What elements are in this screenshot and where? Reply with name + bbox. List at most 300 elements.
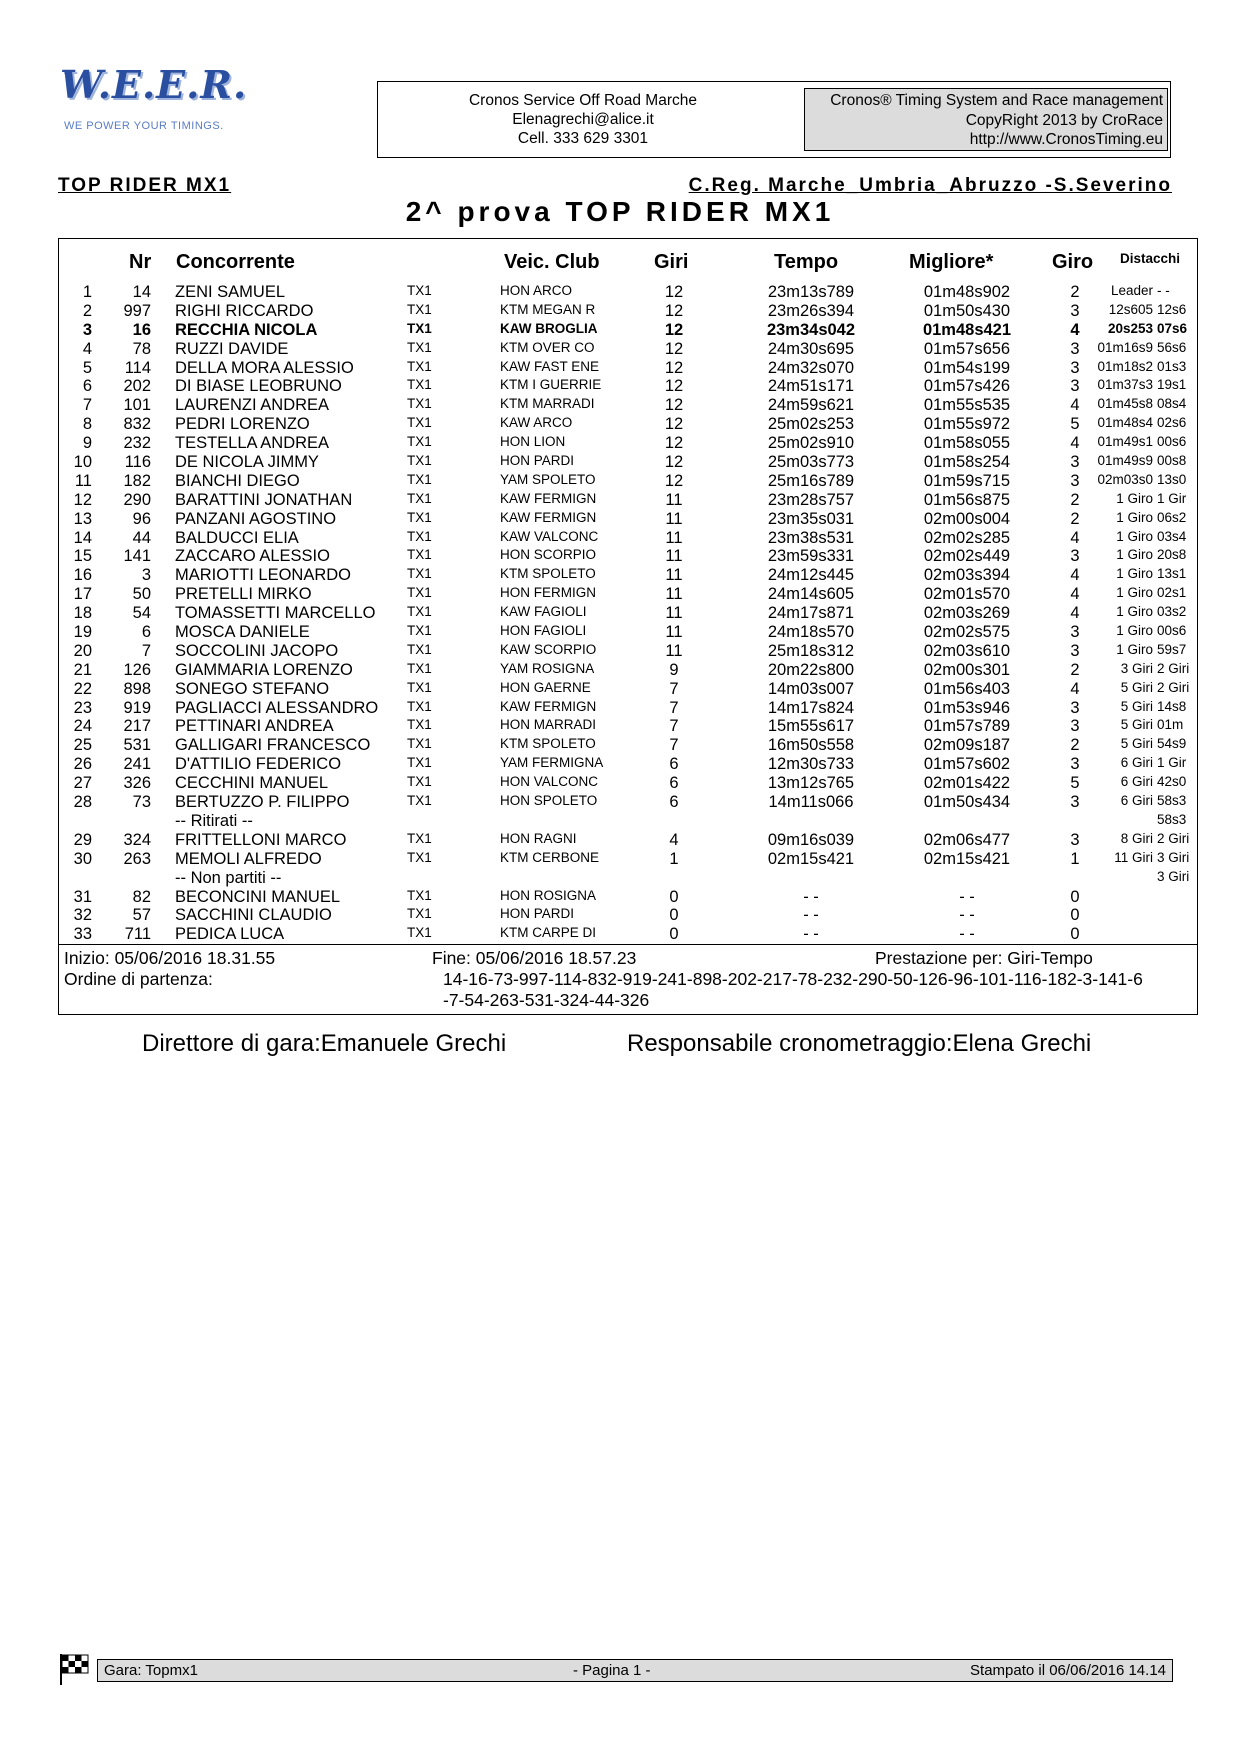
cell-category: TX1 bbox=[407, 623, 432, 639]
ranking-mode: Prestazione per: Giri-Tempo bbox=[875, 948, 1093, 968]
result-row bbox=[59, 510, 1198, 529]
cell-gap-leader: 01m45s8 bbox=[1097, 396, 1153, 412]
result-row bbox=[59, 774, 1198, 793]
result-row bbox=[59, 736, 1198, 755]
cell-laps: 11 bbox=[665, 566, 683, 585]
section-label-row bbox=[59, 812, 1198, 831]
cell-best-lap-number: 0 bbox=[1070, 887, 1080, 906]
cell-total-time: 24m30s695 bbox=[767, 339, 855, 358]
cell-race-number: 126 bbox=[123, 660, 151, 679]
cell-vehicle-club: HON PARDI bbox=[500, 453, 575, 469]
cell-laps: 7 bbox=[669, 736, 679, 755]
cell-total-time: 24m18s570 bbox=[767, 623, 855, 642]
cell-position: 7 bbox=[82, 396, 92, 415]
logo-tagline: WE POWER YOUR TIMINGS. bbox=[64, 120, 224, 132]
cell-total-time: 14m03s007 bbox=[767, 679, 855, 698]
cell-vehicle-club: KTM MARRADI bbox=[500, 396, 595, 412]
cell-gap-leader: 01m18s2 bbox=[1097, 358, 1153, 374]
cell-rider-name: BARATTINI JONATHAN bbox=[175, 490, 353, 509]
cell-best-lap-time: - - bbox=[959, 925, 975, 944]
cell-category: TX1 bbox=[407, 358, 432, 374]
result-row bbox=[59, 850, 1198, 869]
cell-best-lap-time: 01m57s426 bbox=[923, 377, 1011, 396]
cell-race-number: 217 bbox=[123, 717, 151, 736]
cell-best-lap-time: 01m56s403 bbox=[923, 679, 1011, 698]
cell-vehicle-club: KTM I GUERRIE bbox=[500, 377, 602, 393]
cell-gap-leader: 1 Giro bbox=[1116, 490, 1153, 506]
cell-laps: 11 bbox=[665, 641, 683, 660]
result-row bbox=[59, 604, 1198, 623]
cell-gap-previous: 2 Giri bbox=[1157, 830, 1190, 846]
cell-position: 31 bbox=[73, 887, 92, 906]
cell-total-time: 25m03s773 bbox=[767, 453, 855, 472]
cell-vehicle-club: YAM SPOLETO bbox=[500, 471, 596, 487]
cell-laps: 1 bbox=[669, 849, 679, 868]
cell-best-lap-time: 02m15s421 bbox=[923, 849, 1011, 868]
cell-category: TX1 bbox=[407, 490, 432, 506]
cell-best-lap-time: 01m55s972 bbox=[923, 415, 1011, 434]
cell-vehicle-club: KAW FERMIGN bbox=[500, 509, 597, 525]
cell-vehicle-club: KTM SPOLETO bbox=[500, 736, 596, 752]
cell-category: TX1 bbox=[407, 774, 432, 790]
cell-gap-leader: 1 Giro bbox=[1116, 585, 1153, 601]
cell-laps: 12 bbox=[664, 339, 684, 358]
cell-rider-name: PAGLIACCI ALESSANDRO bbox=[175, 698, 379, 717]
cell-laps: 12 bbox=[664, 320, 684, 339]
cell-gap-previous: 00s6 bbox=[1157, 623, 1187, 639]
cell-rider-name: SOCCOLINI JACOPO bbox=[175, 641, 339, 660]
cell-gap-leader: 1 Giro bbox=[1116, 604, 1153, 620]
col-header-best: Migliore* bbox=[909, 251, 994, 273]
section-label-row bbox=[59, 869, 1198, 888]
cell-best-lap-number: 0 bbox=[1070, 906, 1080, 925]
cell-position: 5 bbox=[82, 358, 92, 377]
cell-gap-leader: 1 Giro bbox=[1116, 623, 1153, 639]
cell-gap-previous: 19s1 bbox=[1157, 377, 1187, 393]
cell-category: TX1 bbox=[407, 849, 432, 865]
cell-best-lap-number: 4 bbox=[1070, 320, 1080, 339]
cell-best-lap-time: 02m03s394 bbox=[923, 566, 1011, 585]
cell-position: 22 bbox=[73, 679, 92, 698]
cell-category: TX1 bbox=[407, 320, 432, 336]
cell-race-number: 7 bbox=[141, 641, 151, 660]
cell-laps: 12 bbox=[664, 453, 684, 472]
organizer-info bbox=[378, 91, 788, 148]
cell-race-number: 3 bbox=[141, 566, 151, 585]
cell-category: TX1 bbox=[407, 301, 432, 317]
cell-position: 20 bbox=[73, 641, 92, 660]
cell-total-time: - - bbox=[803, 887, 819, 906]
cell-category: TX1 bbox=[407, 755, 432, 771]
cell-total-time: 15m55s617 bbox=[767, 717, 855, 736]
cell-best-lap-time: 01m57s656 bbox=[923, 339, 1011, 358]
result-row bbox=[59, 585, 1198, 604]
cell-position: 21 bbox=[73, 660, 92, 679]
cell-vehicle-club: KAW BROGLIA bbox=[500, 320, 598, 336]
result-row bbox=[59, 283, 1198, 302]
cell-gap-previous: 06s2 bbox=[1157, 509, 1187, 525]
result-row bbox=[59, 302, 1198, 321]
cell-vehicle-club: HON FAGIOLI bbox=[500, 623, 587, 639]
cell-category: TX1 bbox=[407, 793, 432, 809]
cell-rider-name: PRETELLI MIRKO bbox=[175, 585, 312, 604]
cell-rider-name: SACCHINI CLAUDIO bbox=[175, 906, 332, 925]
cell-vehicle-club: HON SPOLETO bbox=[500, 793, 598, 809]
footer-print-date: Stampato il 06/06/2016 14.14 bbox=[970, 1662, 1166, 1679]
cell-category: TX1 bbox=[407, 434, 432, 450]
cell-best-lap-time: 02m02s449 bbox=[923, 547, 1011, 566]
cell-rider-name: PEDICA LUCA bbox=[175, 925, 285, 944]
cell-gap-leader: 5 Giri bbox=[1120, 717, 1153, 733]
results-table bbox=[58, 238, 1198, 1015]
cell-gap-previous: 03s2 bbox=[1157, 604, 1187, 620]
cell-gap-previous: 2 Giri bbox=[1157, 660, 1190, 676]
cell-gap-previous: 03s4 bbox=[1157, 528, 1187, 544]
result-row bbox=[59, 547, 1198, 566]
cell-best-lap-number: 3 bbox=[1070, 358, 1080, 377]
cell-best-lap-number: 3 bbox=[1070, 698, 1080, 717]
cell-gap-previous: - - bbox=[1157, 283, 1170, 298]
cell-gap-leader: 6 Giri bbox=[1120, 793, 1153, 809]
checkered-flag-icon bbox=[58, 1652, 90, 1686]
cell-position: 18 bbox=[73, 604, 92, 623]
cell-gap-previous: 3 Giri bbox=[1157, 868, 1190, 884]
result-row bbox=[59, 680, 1198, 699]
cell-vehicle-club: KTM OVER CO bbox=[500, 339, 595, 355]
cell-category: TX1 bbox=[407, 830, 432, 846]
cell-race-number: 14 bbox=[132, 283, 151, 301]
start-order-label: Ordine di partenza: bbox=[64, 969, 213, 989]
cell-gap-leader: 1 Giro bbox=[1116, 509, 1153, 525]
cell-total-time: 25m02s253 bbox=[767, 415, 855, 434]
cell-gap-previous: 59s7 bbox=[1157, 641, 1187, 657]
cell-rider-name: MOSCA DANIELE bbox=[175, 623, 310, 642]
cell-position: 10 bbox=[73, 453, 92, 472]
race-director: Direttore di gara:Emanuele Grechi bbox=[142, 1030, 507, 1057]
timing-info bbox=[804, 88, 1168, 151]
cell-gap-leader: 3 Giri bbox=[1120, 660, 1153, 676]
cell-vehicle-club: HON LION bbox=[500, 434, 566, 450]
cell-vehicle-club: KAW VALCONC bbox=[500, 528, 599, 544]
cell-gap-previous: 01s3 bbox=[1157, 358, 1187, 374]
cell-gap-previous: 42s0 bbox=[1157, 774, 1187, 790]
cell-gap-previous: 13s1 bbox=[1157, 566, 1187, 582]
cell-laps: 11 bbox=[665, 528, 683, 547]
cell-total-time: 24m17s871 bbox=[767, 604, 855, 623]
cell-vehicle-club: KTM MEGAN R bbox=[500, 301, 596, 317]
cell-gap-previous: 3 Giri bbox=[1157, 849, 1190, 865]
cell-laps: 9 bbox=[669, 660, 679, 679]
cell-best-lap-time: 02m02s285 bbox=[923, 528, 1011, 547]
cell-laps: 7 bbox=[669, 679, 679, 698]
cell-rider-name: RECCHIA NICOLA bbox=[175, 320, 318, 339]
race-end: Fine: 05/06/2016 18.57.23 bbox=[432, 948, 637, 968]
cell-total-time: 25m16s789 bbox=[767, 471, 855, 490]
cell-best-lap-time: 01m54s199 bbox=[923, 358, 1011, 377]
cell-laps: 0 bbox=[669, 925, 679, 944]
cell-position: 2 bbox=[82, 301, 92, 320]
cell-best-lap-number: 3 bbox=[1070, 377, 1080, 396]
cell-position: 23 bbox=[73, 698, 92, 717]
organizer-email: Elenagrechi@alice.it bbox=[512, 111, 654, 128]
cell-laps: 12 bbox=[664, 471, 684, 490]
cell-vehicle-club: KAW SCORPIO bbox=[500, 641, 597, 657]
cell-category: TX1 bbox=[407, 283, 432, 298]
cell-gap-leader: 01m49s1 bbox=[1097, 434, 1153, 450]
cell-laps: 12 bbox=[664, 358, 684, 377]
cell-best-lap-time: 01m58s055 bbox=[923, 434, 1011, 453]
cell-position: 17 bbox=[73, 585, 92, 604]
cell-race-number: 241 bbox=[123, 755, 151, 774]
cell-position: 16 bbox=[73, 566, 92, 585]
cell-rider-name: PANZANI AGOSTINO bbox=[175, 509, 337, 528]
cell-best-lap-number: 3 bbox=[1070, 755, 1080, 774]
cell-category: TX1 bbox=[407, 396, 432, 412]
result-row bbox=[59, 434, 1198, 453]
cell-gap-leader: 6 Giri bbox=[1120, 755, 1153, 771]
timing-system: Cronos® Timing System and Race management bbox=[830, 92, 1163, 109]
cell-best-lap-time: 01m50s434 bbox=[923, 793, 1011, 812]
cell-best-lap-number: 4 bbox=[1070, 528, 1080, 547]
result-row bbox=[59, 377, 1198, 396]
cell-race-number: 50 bbox=[132, 585, 151, 604]
results-summary bbox=[59, 944, 1198, 1015]
cell-best-lap-number: 3 bbox=[1070, 623, 1080, 642]
cell-gap-leader: 5 Giri bbox=[1120, 698, 1153, 714]
cell-laps: 7 bbox=[669, 698, 679, 717]
cell-laps: 11 bbox=[665, 623, 683, 642]
cell-position: 4 bbox=[82, 339, 92, 358]
cell-category: TX1 bbox=[407, 509, 432, 525]
result-row bbox=[59, 661, 1198, 680]
results-rows bbox=[59, 283, 1198, 944]
cell-race-number: 73 bbox=[132, 793, 151, 812]
cell-category: TX1 bbox=[407, 698, 432, 714]
cell-category: TX1 bbox=[407, 547, 432, 563]
col-header-gaps: Distacchi bbox=[1120, 251, 1181, 266]
cell-rider-name: BALDUCCI ELIA bbox=[175, 528, 299, 547]
cell-position: 3 bbox=[82, 320, 92, 339]
cell-best-lap-time: 01m58s254 bbox=[923, 453, 1011, 472]
cell-race-number: 57 bbox=[132, 906, 151, 925]
cell-position: 8 bbox=[82, 415, 92, 434]
cell-vehicle-club: YAM ROSIGNA bbox=[500, 660, 595, 676]
cell-best-lap-time: - - bbox=[959, 906, 975, 925]
cell-total-time: 23m26s394 bbox=[767, 301, 855, 320]
cell-position: 12 bbox=[73, 490, 92, 509]
result-row bbox=[59, 888, 1198, 907]
result-row bbox=[59, 717, 1198, 736]
start-order-line-1: 14-16-73-997-114-832-919-241-898-202-217-78-232-290-50-126-96-101-116-182-3-141-6 bbox=[443, 969, 1143, 989]
cell-race-number: 182 bbox=[123, 471, 151, 490]
cell-category: TX1 bbox=[407, 415, 432, 431]
cell-gap-previous: 00s6 bbox=[1157, 434, 1187, 450]
championship-name: C.Reg. Marche_Umbria_Abruzzo -S.Severino bbox=[688, 175, 1172, 196]
cell-race-number: 16 bbox=[132, 320, 151, 339]
cell-vehicle-club: HON SCORPIO bbox=[500, 547, 597, 563]
cell-rider-name: GALLIGARI FRANCESCO bbox=[175, 736, 371, 755]
cell-rider-name: GIAMMARIA LORENZO bbox=[175, 660, 353, 679]
cell-vehicle-club: KTM CARPE DI bbox=[500, 925, 597, 941]
cell-race-number: 202 bbox=[123, 377, 151, 396]
cell-total-time: - - bbox=[803, 906, 819, 925]
cell-race-number: 997 bbox=[123, 301, 151, 320]
cell-total-time: 24m51s171 bbox=[767, 377, 855, 396]
cell-laps: 12 bbox=[664, 283, 684, 301]
cell-laps: 11 bbox=[665, 547, 683, 566]
cell-best-lap-time: 01m56s875 bbox=[923, 490, 1011, 509]
cell-laps: 11 bbox=[665, 604, 683, 623]
cell-gap-previous: 1 Gir bbox=[1157, 755, 1187, 771]
cell-total-time: 24m32s070 bbox=[767, 358, 855, 377]
cell-best-lap-time: 02m03s610 bbox=[923, 641, 1011, 660]
cell-best-lap-time: 02m00s004 bbox=[923, 509, 1011, 528]
cell-laps: 11 bbox=[665, 585, 683, 604]
cell-position: 29 bbox=[73, 830, 92, 849]
cell-best-lap-time: 02m06s477 bbox=[923, 830, 1011, 849]
col-header-rider: Concorrente bbox=[176, 251, 295, 273]
cell-gap-previous: 58s3 bbox=[1157, 811, 1187, 827]
cell-gap-previous: 1 Gir bbox=[1157, 490, 1187, 506]
cell-total-time: 25m18s312 bbox=[767, 641, 855, 660]
col-header-best-lap: Giro bbox=[1052, 251, 1094, 273]
cell-best-lap-number: 3 bbox=[1070, 830, 1080, 849]
cell-gap-previous: 54s9 bbox=[1157, 736, 1187, 752]
cell-total-time: 24m59s621 bbox=[767, 396, 855, 415]
cell-best-lap-time: 01m55s535 bbox=[923, 396, 1011, 415]
cell-laps: 12 bbox=[664, 377, 684, 396]
cell-total-time: 02m15s421 bbox=[767, 849, 855, 868]
cell-race-number: 531 bbox=[123, 736, 151, 755]
header-box bbox=[377, 81, 1171, 158]
result-row bbox=[59, 529, 1198, 548]
result-row bbox=[59, 396, 1198, 415]
cell-best-lap-number: 2 bbox=[1070, 283, 1080, 301]
cell-best-lap-number: 4 bbox=[1070, 434, 1080, 453]
cell-race-number: 141 bbox=[123, 547, 151, 566]
cell-rider-name: DE NICOLA JIMMY bbox=[175, 453, 319, 472]
cell-position: 30 bbox=[73, 849, 92, 868]
cell-laps: 7 bbox=[669, 717, 679, 736]
cell-race-number: 232 bbox=[123, 434, 151, 453]
cell-gap-previous: 00s8 bbox=[1157, 453, 1187, 469]
cell-race-number: 290 bbox=[123, 490, 151, 509]
cell-best-lap-time: 02m09s187 bbox=[923, 736, 1011, 755]
cell-vehicle-club: HON PARDI bbox=[500, 906, 575, 922]
cell-race-number: 711 bbox=[124, 925, 151, 944]
cell-gap-previous: 01m bbox=[1157, 717, 1184, 733]
cell-gap-previous: 56s6 bbox=[1157, 339, 1187, 355]
cell-rider-name: RIGHI RICCARDO bbox=[175, 301, 314, 320]
cell-race-number: 101 bbox=[123, 396, 151, 415]
result-row bbox=[59, 755, 1198, 774]
cell-race-number: 78 bbox=[132, 339, 151, 358]
race-category: TOP RIDER MX1 bbox=[58, 175, 232, 196]
cell-laps: 6 bbox=[669, 755, 679, 774]
cell-rider-name: -- Non partiti -- bbox=[175, 868, 282, 887]
cell-gap-leader: 01m48s4 bbox=[1097, 415, 1153, 431]
result-row bbox=[59, 415, 1198, 434]
col-header-time: Tempo bbox=[774, 251, 839, 273]
cell-category: TX1 bbox=[407, 660, 432, 676]
cell-total-time: 23m13s789 bbox=[767, 283, 855, 301]
result-row bbox=[59, 453, 1198, 472]
cell-gap-leader: 1 Giro bbox=[1116, 528, 1153, 544]
cell-total-time: 09m16s039 bbox=[767, 830, 855, 849]
cell-laps: 12 bbox=[664, 396, 684, 415]
cell-best-lap-number: 4 bbox=[1070, 604, 1080, 623]
cell-best-lap-time: 01m48s421 bbox=[922, 320, 1012, 339]
cell-race-number: 919 bbox=[123, 698, 151, 717]
cell-best-lap-number: 2 bbox=[1070, 509, 1080, 528]
cell-best-lap-number: 4 bbox=[1070, 585, 1080, 604]
cell-best-lap-number: 5 bbox=[1070, 774, 1080, 793]
cell-vehicle-club: KAW FAST ENE bbox=[500, 358, 600, 374]
cell-race-number: 54 bbox=[132, 604, 151, 623]
cell-rider-name: CECCHINI MANUEL bbox=[175, 774, 329, 793]
cell-position: 24 bbox=[73, 717, 92, 736]
col-header-laps: Giri bbox=[654, 251, 689, 273]
cell-gap-previous: 02s6 bbox=[1157, 415, 1187, 431]
page-footer bbox=[97, 1659, 1173, 1682]
cell-best-lap-time: 02m01s422 bbox=[923, 774, 1011, 793]
cell-vehicle-club: KAW ARCO bbox=[500, 415, 573, 431]
cell-rider-name: D'ATTILIO FEDERICO bbox=[175, 755, 342, 774]
cell-best-lap-number: 4 bbox=[1070, 566, 1080, 585]
cell-best-lap-number: 4 bbox=[1070, 396, 1080, 415]
cell-best-lap-number: 3 bbox=[1070, 793, 1080, 812]
cell-gap-leader: 1 Giro bbox=[1116, 566, 1153, 582]
cell-best-lap-number: 5 bbox=[1070, 415, 1080, 434]
cell-laps: 11 bbox=[665, 509, 683, 528]
cell-total-time: 14m17s824 bbox=[767, 698, 855, 717]
cell-race-number: 44 bbox=[132, 528, 151, 547]
cell-category: TX1 bbox=[407, 736, 432, 752]
cell-category: TX1 bbox=[407, 906, 432, 922]
footer-race-name: Gara: Topmx1 bbox=[104, 1662, 198, 1679]
cell-gap-previous: 02s1 bbox=[1157, 585, 1187, 601]
cell-vehicle-club: KAW FERMIGN bbox=[500, 490, 597, 506]
cell-rider-name: BIANCHI DIEGO bbox=[175, 471, 300, 490]
cell-gap-leader: 01m49s9 bbox=[1097, 453, 1153, 469]
cell-rider-name: DI BIASE LEOBRUNO bbox=[175, 377, 342, 396]
cell-gap-previous: 58s3 bbox=[1157, 793, 1187, 809]
cell-position: 11 bbox=[74, 471, 92, 490]
cell-category: TX1 bbox=[407, 453, 432, 469]
cell-best-lap-time: 01m48s902 bbox=[923, 283, 1011, 301]
cell-best-lap-number: 3 bbox=[1070, 339, 1080, 358]
cell-rider-name: MARIOTTI LEONARDO bbox=[175, 566, 352, 585]
cell-best-lap-number: 2 bbox=[1070, 490, 1080, 509]
cell-race-number: 82 bbox=[132, 887, 151, 906]
cell-laps: 12 bbox=[664, 434, 684, 453]
result-row bbox=[59, 566, 1198, 585]
cell-gap-leader: 11 Giri bbox=[1114, 849, 1153, 865]
cell-category: TX1 bbox=[407, 717, 432, 733]
cell-race-number: 324 bbox=[123, 830, 151, 849]
result-row bbox=[59, 699, 1198, 718]
cell-rider-name: MEMOLI ALFREDO bbox=[175, 849, 322, 868]
timing-url: http://www.CronosTiming.eu bbox=[969, 131, 1163, 148]
cell-position: 14 bbox=[73, 528, 92, 547]
cell-category: TX1 bbox=[407, 585, 432, 601]
cell-gap-leader: 5 Giri bbox=[1120, 736, 1153, 752]
cell-best-lap-number: 3 bbox=[1070, 471, 1080, 490]
result-row bbox=[59, 642, 1198, 661]
cell-rider-name: ZENI SAMUEL bbox=[175, 283, 286, 301]
cell-race-number: 114 bbox=[124, 358, 151, 377]
cell-gap-previous: 08s4 bbox=[1157, 396, 1187, 412]
